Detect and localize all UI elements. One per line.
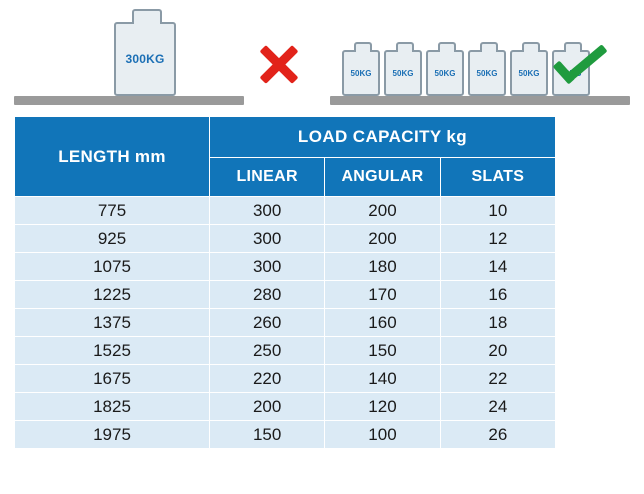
table-row xyxy=(15,253,556,281)
table-header-row-1 xyxy=(15,117,556,158)
table-body xyxy=(15,197,556,449)
cell-linear: 200 xyxy=(210,393,325,421)
weight-handle-icon xyxy=(438,42,456,52)
weight-block-50kg xyxy=(426,50,464,96)
cell-slats: 16 xyxy=(440,281,555,309)
weight-block-50kg xyxy=(468,50,506,96)
check-mark-icon xyxy=(548,44,610,90)
weight-handle-icon xyxy=(132,9,162,24)
cell-linear: 280 xyxy=(210,281,325,309)
cell-slats: 20 xyxy=(440,337,555,365)
weight-block-50kg xyxy=(510,50,548,96)
cell-slats: 14 xyxy=(440,253,555,281)
cell-length: 1675 xyxy=(15,365,210,393)
weight-block-300kg xyxy=(114,22,176,96)
load-capacity-table-wrapper xyxy=(14,116,556,449)
weight-label: 300KG xyxy=(125,52,165,66)
weight-handle-icon xyxy=(396,42,414,52)
cell-linear: 300 xyxy=(210,253,325,281)
cell-angular: 150 xyxy=(325,337,440,365)
load-distribution-illustration xyxy=(0,0,644,112)
cell-slats: 22 xyxy=(440,365,555,393)
cell-length: 1375 xyxy=(15,309,210,337)
cell-length: 1225 xyxy=(15,281,210,309)
weight-handle-icon xyxy=(522,42,540,52)
table-row xyxy=(15,421,556,449)
column-header-length: LENGTH mm xyxy=(15,117,210,197)
check-stroke-long xyxy=(566,44,607,80)
weight-label: 50KG xyxy=(434,68,456,78)
shelf-bar-left xyxy=(14,96,244,105)
cell-angular: 120 xyxy=(325,393,440,421)
weight-label: 50KG xyxy=(392,68,414,78)
shelf-bar-right xyxy=(330,96,630,105)
table-row xyxy=(15,365,556,393)
cell-angular: 200 xyxy=(325,197,440,225)
cell-linear: 260 xyxy=(210,309,325,337)
table-row xyxy=(15,197,556,225)
cell-length: 1525 xyxy=(15,337,210,365)
cell-linear: 150 xyxy=(210,421,325,449)
weight-block-50kg xyxy=(342,50,380,96)
cell-slats: 18 xyxy=(440,309,555,337)
cell-angular: 170 xyxy=(325,281,440,309)
cell-linear: 250 xyxy=(210,337,325,365)
weight-label: 50KG xyxy=(476,68,498,78)
weight-handle-icon xyxy=(354,42,372,52)
cell-angular: 140 xyxy=(325,365,440,393)
table-row xyxy=(15,337,556,365)
cell-slats: 10 xyxy=(440,197,555,225)
cell-length: 775 xyxy=(15,197,210,225)
table-row xyxy=(15,281,556,309)
load-capacity-table xyxy=(14,116,556,449)
cell-length: 925 xyxy=(15,225,210,253)
cross-mark-icon xyxy=(254,40,302,88)
cell-slats: 12 xyxy=(440,225,555,253)
cell-length: 1075 xyxy=(15,253,210,281)
cell-slats: 26 xyxy=(440,421,555,449)
cell-linear: 300 xyxy=(210,225,325,253)
cell-linear: 300 xyxy=(210,197,325,225)
cell-angular: 100 xyxy=(325,421,440,449)
column-group-header-load-capacity: LOAD CAPACITY kg xyxy=(210,117,556,158)
weight-handle-icon xyxy=(480,42,498,52)
cell-angular: 160 xyxy=(325,309,440,337)
weight-label: 50KG xyxy=(518,68,540,78)
cell-angular: 180 xyxy=(325,253,440,281)
weight-block-50kg xyxy=(384,50,422,96)
cell-length: 1825 xyxy=(15,393,210,421)
weight-label: 50KG xyxy=(350,68,372,78)
table-row xyxy=(15,393,556,421)
table-row xyxy=(15,309,556,337)
cell-linear: 220 xyxy=(210,365,325,393)
column-header-slats: SLATS xyxy=(440,158,555,197)
cell-angular: 200 xyxy=(325,225,440,253)
column-header-linear: LINEAR xyxy=(210,158,325,197)
cell-length: 1975 xyxy=(15,421,210,449)
table-row xyxy=(15,225,556,253)
column-header-angular: ANGULAR xyxy=(325,158,440,197)
table-head xyxy=(15,117,556,197)
cell-slats: 24 xyxy=(440,393,555,421)
